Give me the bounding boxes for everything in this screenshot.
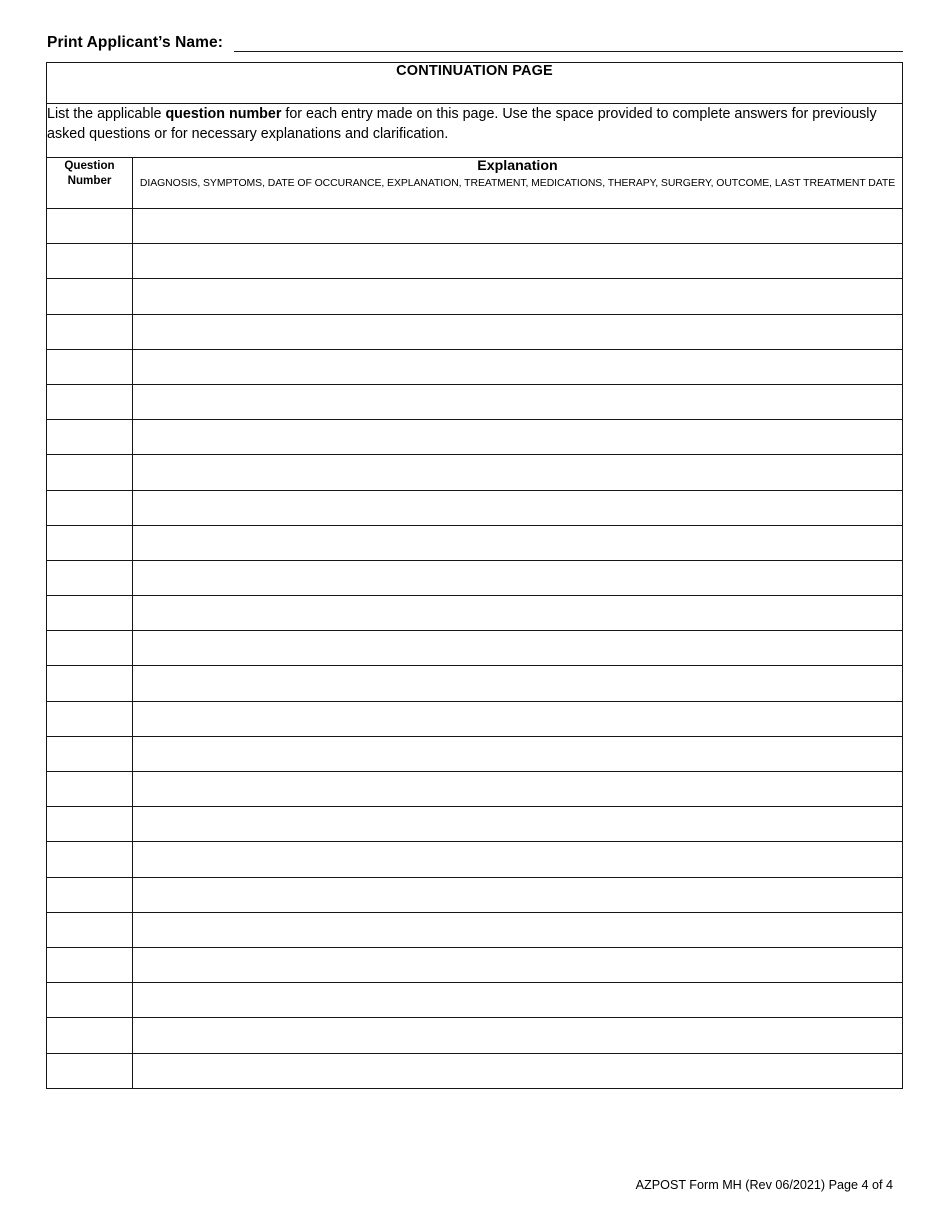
explanation-cell[interactable]	[133, 947, 903, 982]
applicant-name-input[interactable]	[234, 32, 903, 52]
column-header-explanation	[133, 158, 903, 209]
question-number-cell[interactable]	[47, 1053, 133, 1088]
table-row	[47, 209, 903, 244]
explanation-header-subtitle: DIAGNOSIS, SYMPTOMS, DATE OF OCCURANCE, EXPLANATION, TREATMENT, MEDICATIONS, THERAPY, SURGERY, OUTCOME, LAST TREATMENT DATE	[139, 178, 896, 190]
instruction-text	[47, 104, 902, 145]
explanation-cell[interactable]	[133, 1018, 903, 1053]
table-row	[47, 420, 903, 455]
instruction-cell	[47, 104, 903, 158]
question-number-cell[interactable]	[47, 279, 133, 314]
table-row	[47, 314, 903, 349]
question-number-cell[interactable]	[47, 772, 133, 807]
question-number-header-line2: Number	[67, 174, 112, 188]
table-instruction-row	[47, 104, 903, 158]
table-row	[47, 736, 903, 771]
explanation-cell[interactable]	[133, 807, 903, 842]
table-row	[47, 560, 903, 595]
explanation-cell[interactable]	[133, 666, 903, 701]
table-row	[47, 701, 903, 736]
explanation-cell[interactable]	[133, 314, 903, 349]
explanation-cell[interactable]	[133, 596, 903, 631]
table-row	[47, 244, 903, 279]
question-number-cell[interactable]	[47, 947, 133, 982]
table-row	[47, 983, 903, 1018]
question-number-cell[interactable]	[47, 842, 133, 877]
table-row	[47, 877, 903, 912]
question-number-cell[interactable]	[47, 244, 133, 279]
explanation-cell[interactable]	[133, 525, 903, 560]
table-title-cell	[47, 63, 903, 104]
explanation-cell[interactable]	[133, 701, 903, 736]
question-number-cell[interactable]	[47, 912, 133, 947]
explanation-cell[interactable]	[133, 1053, 903, 1088]
table-title-row	[47, 63, 903, 104]
instruction-part2: for each entry made on this page. Use the space provided to complete answers for previously asked questions or for necessary explanations and clarification.	[47, 106, 877, 143]
table-row	[47, 384, 903, 419]
question-number-cell[interactable]	[47, 631, 133, 666]
question-number-cell[interactable]	[47, 314, 133, 349]
explanation-cell[interactable]	[133, 384, 903, 419]
question-number-cell[interactable]	[47, 877, 133, 912]
explanation-cell[interactable]	[133, 736, 903, 771]
explanation-cell[interactable]	[133, 349, 903, 384]
instruction-part1: List the applicable	[47, 106, 166, 122]
question-number-header-line1: Question	[64, 159, 115, 172]
table-row	[47, 631, 903, 666]
explanation-cell[interactable]	[133, 772, 903, 807]
page-footer: AZPOST Form MH (Rev 06/2021) Page 4 of 4	[635, 1178, 893, 1192]
explanation-cell[interactable]	[133, 912, 903, 947]
table-row	[47, 1053, 903, 1088]
column-header-question-number	[47, 158, 133, 209]
table-column-header-row	[47, 158, 903, 209]
question-number-cell[interactable]	[47, 596, 133, 631]
explanation-cell[interactable]	[133, 420, 903, 455]
explanation-cell[interactable]	[133, 560, 903, 595]
explanation-cell[interactable]	[133, 209, 903, 244]
question-number-cell[interactable]	[47, 455, 133, 490]
question-number-cell[interactable]	[47, 1018, 133, 1053]
question-number-cell[interactable]	[47, 736, 133, 771]
explanation-cell[interactable]	[133, 244, 903, 279]
continuation-table	[46, 62, 903, 1089]
table-row	[47, 1018, 903, 1053]
question-number-cell[interactable]	[47, 983, 133, 1018]
question-number-cell[interactable]	[47, 666, 133, 701]
table-row	[47, 912, 903, 947]
explanation-header-title: Explanation	[477, 158, 558, 174]
explanation-cell[interactable]	[133, 455, 903, 490]
question-number-cell[interactable]	[47, 807, 133, 842]
explanation-cell[interactable]	[133, 983, 903, 1018]
question-number-cell[interactable]	[47, 384, 133, 419]
question-number-cell[interactable]	[47, 701, 133, 736]
continuation-table-body	[47, 63, 903, 1089]
explanation-cell[interactable]	[133, 842, 903, 877]
question-number-cell[interactable]	[47, 420, 133, 455]
instruction-emphasis: question number	[165, 106, 282, 122]
table-row	[47, 596, 903, 631]
table-row	[47, 490, 903, 525]
page-title: CONTINUATION PAGE	[396, 63, 553, 79]
table-row	[47, 947, 903, 982]
table-row	[47, 666, 903, 701]
question-number-cell[interactable]	[47, 209, 133, 244]
question-number-cell[interactable]	[47, 525, 133, 560]
explanation-cell[interactable]	[133, 279, 903, 314]
explanation-cell[interactable]	[133, 631, 903, 666]
applicant-name-row	[47, 20, 903, 52]
table-row	[47, 525, 903, 560]
question-number-header-text	[47, 158, 132, 189]
applicant-name-label: Print Applicant’s Name:	[47, 33, 223, 51]
question-number-cell[interactable]	[47, 560, 133, 595]
question-number-cell[interactable]	[47, 490, 133, 525]
table-row	[47, 279, 903, 314]
question-number-cell[interactable]	[47, 349, 133, 384]
table-row	[47, 842, 903, 877]
table-row	[47, 455, 903, 490]
table-row	[47, 772, 903, 807]
table-row	[47, 349, 903, 384]
explanation-cell[interactable]	[133, 877, 903, 912]
explanation-cell[interactable]	[133, 490, 903, 525]
table-row	[47, 807, 903, 842]
